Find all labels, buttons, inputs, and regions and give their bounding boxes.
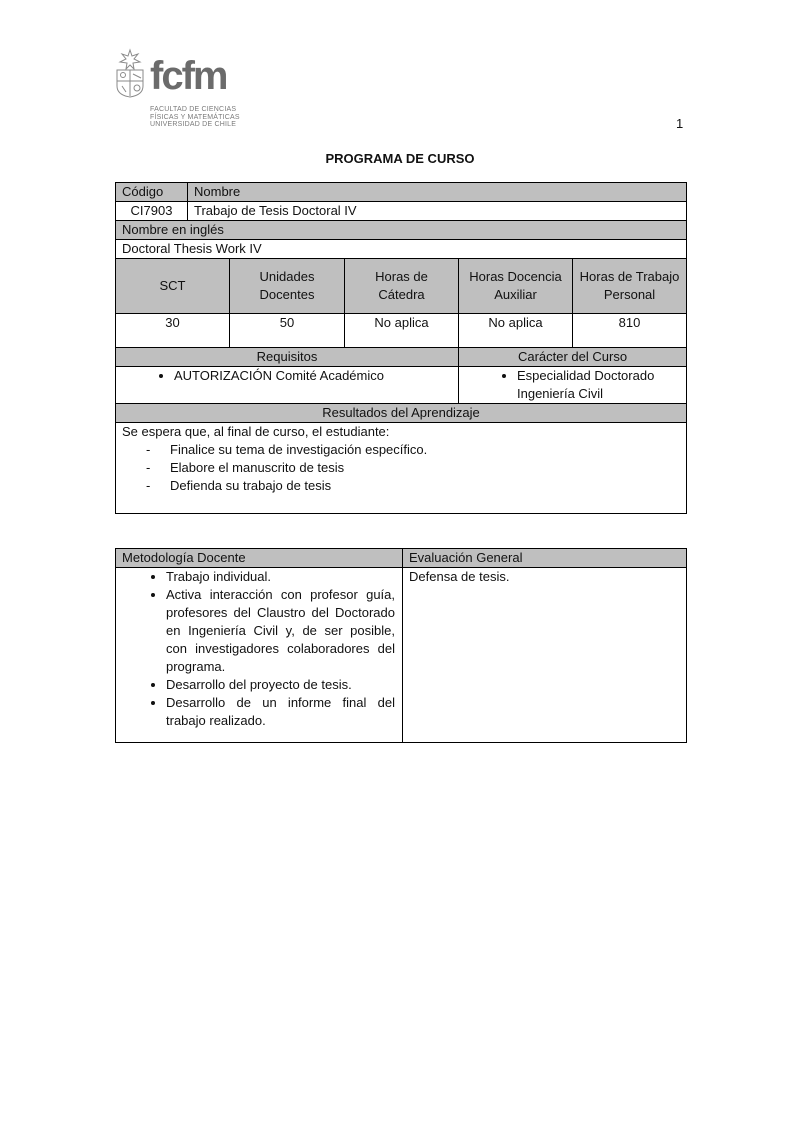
course-name: Trabajo de Tesis Doctoral IV bbox=[188, 202, 687, 221]
evaluacion-label: Evaluación General bbox=[403, 549, 687, 568]
logo-subtitle: FACULTAD DE CIENCIAS FÍSICAS Y MATEMÁTICAS UNIVERSIDAD DE CHILE bbox=[150, 106, 240, 128]
header-sct: SCT bbox=[116, 259, 230, 314]
metodologia-item: • Trabajo individual. bbox=[166, 568, 395, 586]
value-unidades-docentes: 50 bbox=[230, 314, 345, 348]
metodologia-item: • Activa interacción con profesor guía, profesores del Claustro del Doctorado en Ingeniería Civil y, de ser posible, con investigadores colaboradores del programa. bbox=[166, 586, 395, 676]
metodologia-label: Metodología Docente bbox=[116, 549, 403, 568]
metodologia-item: • Desarrollo de un informe final del trabajo realizado. bbox=[166, 694, 395, 730]
value-sct: 30 bbox=[116, 314, 230, 348]
caracter-label: Carácter del Curso bbox=[459, 348, 687, 367]
name-label: Nombre bbox=[188, 183, 687, 202]
requisito-item: • AUTORIZACIÓN Comité Académico bbox=[174, 367, 452, 385]
university-seal-icon bbox=[114, 48, 146, 98]
header-horas-auxiliar: Horas Docencia Auxiliar bbox=[459, 259, 573, 314]
methodology-table bbox=[115, 548, 687, 743]
resultado-item: - Finalice su tema de investigación específico. bbox=[170, 441, 680, 459]
header-horas-personal: Horas de Trabajo Personal bbox=[573, 259, 687, 314]
code-label: Código bbox=[116, 183, 188, 202]
header-unidades-docentes: Unidades Docentes bbox=[230, 259, 345, 314]
value-horas-personal: 810 bbox=[573, 314, 687, 348]
value-horas-auxiliar: No aplica bbox=[459, 314, 573, 348]
english-name-label: Nombre en inglés bbox=[116, 221, 687, 240]
course-code: CI7903 bbox=[116, 202, 188, 221]
caracter-cell bbox=[459, 367, 687, 404]
page-number: 1 bbox=[676, 116, 684, 131]
caracter-item: • Especialidad Doctorado Ingeniería Civil bbox=[517, 367, 680, 403]
resultado-item: - Defienda su trabajo de tesis bbox=[170, 477, 680, 495]
evaluacion-cell: Defensa de tesis. bbox=[403, 568, 687, 743]
fcfm-logo bbox=[114, 46, 244, 130]
header-horas-catedra: Horas de Cátedra bbox=[345, 259, 459, 314]
metodologia-cell bbox=[116, 568, 403, 743]
metodologia-item: • Desarrollo del proyecto de tesis. bbox=[166, 676, 395, 694]
resultados-cell bbox=[116, 423, 687, 514]
resultados-intro: Se espera que, al final de curso, el estudiante: bbox=[122, 424, 390, 439]
course-table bbox=[115, 182, 687, 514]
page-title: PROGRAMA DE CURSO bbox=[325, 151, 475, 166]
requisitos-label: Requisitos bbox=[116, 348, 459, 367]
resultado-item: - Elabore el manuscrito de tesis bbox=[170, 459, 680, 477]
value-horas-catedra: No aplica bbox=[345, 314, 459, 348]
resultados-label: Resultados del Aprendizaje bbox=[116, 404, 687, 423]
english-name: Doctoral Thesis Work IV bbox=[116, 240, 687, 259]
logo-wordmark: fcfm bbox=[150, 54, 227, 98]
requisitos-cell bbox=[116, 367, 459, 404]
